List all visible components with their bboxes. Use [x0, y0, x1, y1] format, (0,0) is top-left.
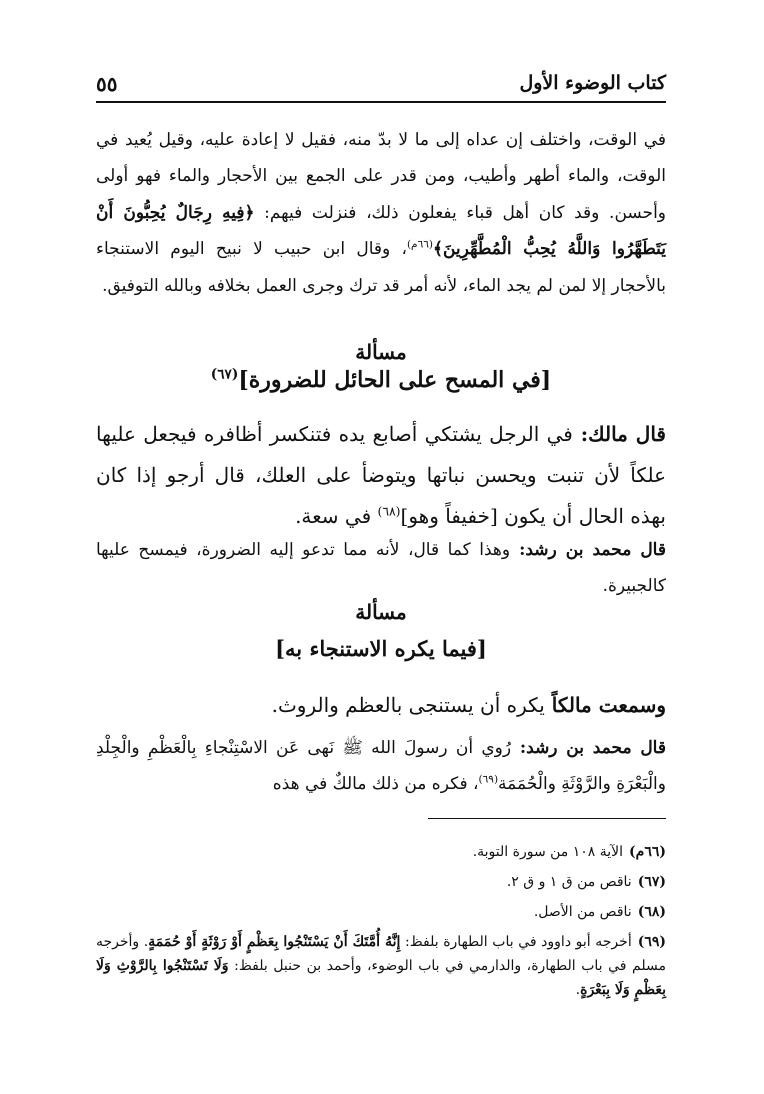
paragraph-text: رُوي أن رسولَ الله ﷺ نَهى عَن الاسْتِنْجاءِ بِالْعَظْمِ والْجِلْدِ والْبَعْرَةِ والرَّوْثَةِ والْحُمَمَة: [96, 738, 666, 794]
footnote-text: ناقص من ق ١ و ق ٢.: [506, 874, 632, 890]
ibn-rushd-commentary: [96, 730, 666, 802]
paragraph-text: في سعة.: [295, 504, 378, 528]
hadith-quote: إِنَّهُ أُمَّتَكَ أَنْ يَسْتَنْجُوا بِعَظْمٍ أَوْ رَوْثَةٍ أَوْ حُمَمَةٍ: [148, 934, 401, 950]
paragraph-text: ، وقال ابن حبيب لا نبيح اليوم الاستنجاء بالأحجار إلا لمن لم يجد الماء، لأنه أمر قد ترك وجرى العمل بخلافه وبالله التوفيق.: [96, 239, 666, 296]
footnote-ref: (٦٧): [210, 366, 239, 383]
speaker-lead: قال محمد بن رشد:: [511, 738, 666, 758]
footnote-text: الآية ١٠٨ من سورة التوبة.: [472, 844, 624, 860]
page-number: ٥٥: [96, 72, 118, 96]
malik-statement: [96, 686, 666, 724]
section-subtitle-text: [في المسح على الحائل للضرورة]: [238, 367, 552, 393]
section-subtitle: [فيما يكره الاستنجاء به]: [275, 636, 487, 661]
footnote-number: (٦٩): [637, 934, 666, 950]
footnote-ref: (٦٩): [478, 773, 499, 786]
footnote-number: (٦٦م): [629, 844, 666, 860]
footnote-text: . وأخرجه مسلم في باب الطهارة، والدارمي في باب الوضوء، وأحمد بن حنبل بلفظ:: [96, 934, 667, 974]
speaker-lead: قال محمد بن رشد:: [510, 540, 666, 560]
footnote-ref: (٦٨): [377, 503, 401, 519]
running-header: [96, 68, 666, 102]
footnote-text: أخرجه أبو داوود في باب الطهارة بلفظ:: [400, 934, 632, 950]
speaker-lead: وسمعت مالكاً: [544, 693, 666, 717]
footnote-item: [96, 840, 666, 864]
footnote-ref: (٦٦م): [406, 238, 434, 251]
malik-statement: [96, 414, 666, 537]
masala-heading: مسألة: [355, 600, 407, 624]
ibn-rushd-commentary: [96, 532, 666, 604]
footnote-item: [96, 870, 666, 894]
paragraph-text: يكره أن يستنجى بالعظم والروث.: [271, 693, 545, 717]
footnote-number: (٦٧): [637, 874, 666, 890]
quran-verse: ﴿فِيهِ رِجَالٌ يُحِبُّونَ أَنْ يَتَطَهَّرُوا وَاللَّهُ يُحِبُّ الْمُطَّهِّرِينَ﴾: [96, 202, 666, 260]
speaker-lead: قال مالك:: [572, 422, 666, 446]
footnote-text: ناقص من الأصل.: [533, 904, 632, 920]
footnote-item: [96, 900, 666, 924]
paragraph-text: في الرجل يشتكي أصابع يده فتنكسر أظافره فيجعل عليها علكاً لأن تنبت ويحسن نباتها ويتوضأ على العلك، قال أرجو إذا كان بهذه الحال أن يكون [خفيفاً وهو]: [96, 422, 666, 528]
masala-heading: مسألة: [355, 340, 407, 364]
section-subtitle: [96, 367, 666, 393]
paragraph-text: في الوقت، واختلف إن عداه إلى ما لا بدّ منه، فقيل لا إعادة عليه، وقيل يُعيد في الوقت، والماء أطهر وأطيب، ومن قدر على الجمع بين الأحجار والماء فهو أولى وأحسن. وقد كان أهل قباء يفعلون ذلك، فنزلت فيهم:: [96, 130, 666, 223]
footnotes: [96, 840, 666, 1008]
paragraph-continuation: [96, 122, 666, 304]
footnote-number: (٦٨): [637, 904, 666, 920]
paragraph-text: ، فكره من ذلك مالكٌ في هذه: [272, 774, 479, 794]
footnote-text: .: [575, 982, 581, 998]
footnote-item: [96, 930, 666, 1002]
paragraph-text: وهذا كما قال، لأنه مما تدعو إليه الضرورة، فيمسح عليها كالجبيرة.: [96, 540, 666, 596]
footnote-divider: [428, 818, 666, 819]
hadith-quote: وَلَا تَسْتَنْجُوا بِالرَّوْثِ وَلَا بِعَظْمٍ وَلَا بِبَعْرَةٍ: [96, 958, 666, 998]
header-divider: [96, 101, 666, 103]
chapter-title: كتاب الوضوء الأول: [519, 72, 666, 94]
